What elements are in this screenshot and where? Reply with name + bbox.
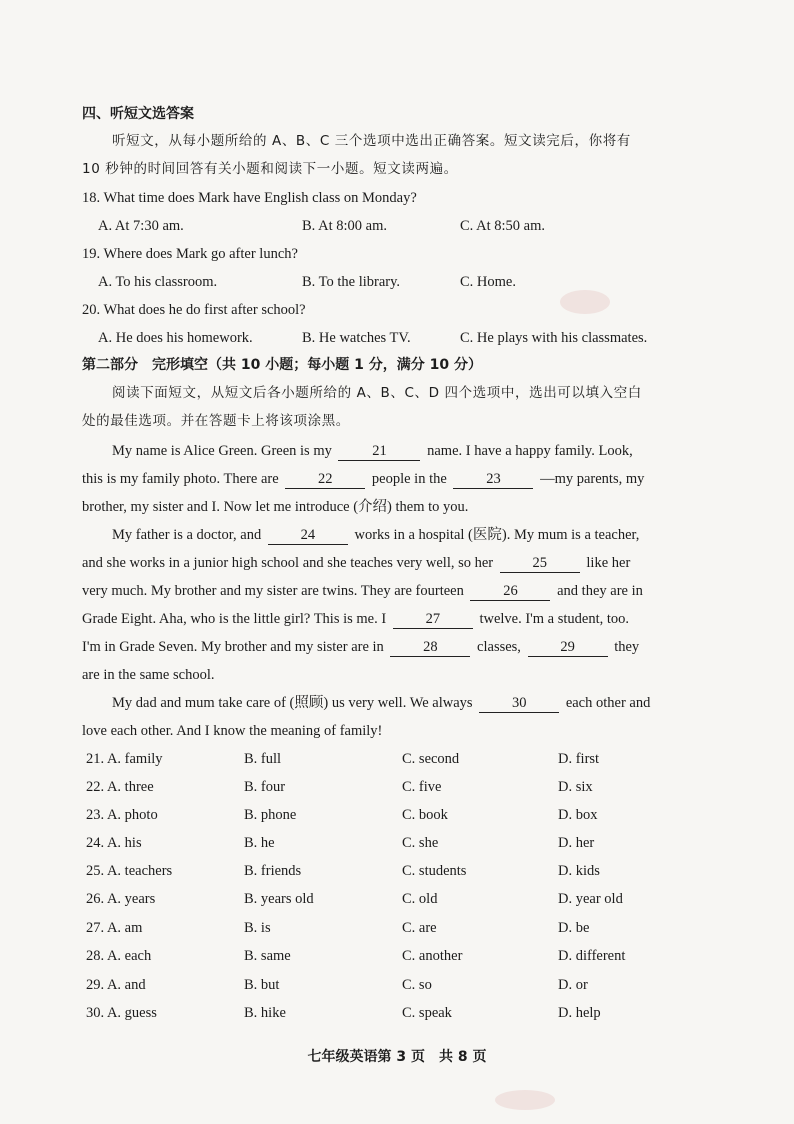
choice-b: B. years old [244, 891, 314, 907]
blank-26: 26 [470, 582, 550, 601]
choice-c: C. old [402, 891, 438, 907]
passage-text: twelve. I'm a student, too. [479, 611, 630, 627]
passage-text: I'm in Grade Seven. My brother and my sister are in [82, 639, 384, 655]
choice-row-30 [86, 1003, 726, 1023]
choice-a: 23. A. photo [86, 807, 158, 823]
choice-row-22 [86, 777, 726, 797]
choice-a: 27. A. am [86, 920, 143, 936]
choice-row-23 [86, 805, 726, 825]
option-a: A. He does his homework. [98, 330, 253, 346]
passage-text: works in a hospital (医院). My mum is a teacher, [354, 527, 640, 543]
choice-row-29 [86, 975, 726, 995]
passage-line: love each other. And I know the meaning of family! [82, 723, 383, 739]
choice-c: C. she [402, 835, 439, 851]
section-instruction: 10 秒钟的时间回答有关小题和阅读下一小题。短文读两遍。 [82, 161, 458, 177]
choice-a: 21. A. family [86, 751, 163, 767]
passage-text: they [614, 639, 640, 655]
passage-line [82, 609, 629, 629]
choice-a: 25. A. teachers [86, 863, 173, 879]
choice-b: B. is [244, 920, 271, 936]
passage-text: and she works in a junior high school and she teaches very well, so her [82, 555, 494, 571]
blank-25: 25 [500, 554, 580, 573]
passage-line [82, 469, 644, 489]
passage-text: and they are in [557, 583, 643, 599]
blank-23: 23 [453, 470, 533, 489]
passage-text: My dad and mum take care of (照顾) us very well. We always [112, 695, 473, 711]
choice-c: C. book [402, 807, 448, 823]
passage-line [112, 441, 633, 461]
choice-c: C. five [402, 779, 442, 795]
choice-c: C. another [402, 948, 463, 964]
choice-d: D. be [558, 920, 590, 936]
passage-line [82, 581, 643, 601]
choice-d: D. help [558, 1005, 601, 1021]
choice-a: 28. A. each [86, 948, 152, 964]
choice-b: B. same [244, 948, 291, 964]
option-c: C. He plays with his classmates. [460, 330, 648, 346]
passage-line [82, 553, 630, 573]
choice-row-27 [86, 918, 726, 938]
passage-line: brother, my sister and I. Now let me introduce (介绍) them to you. [82, 499, 469, 515]
page-footer: 七年级英语第 3 页 共 8 页 [307, 1049, 487, 1065]
choice-b: B. hike [244, 1005, 286, 1021]
passage-line: are in the same school. [82, 667, 215, 683]
question-18: 18. What time does Mark have English class on Monday? [82, 190, 417, 206]
choice-d: D. year old [558, 891, 623, 907]
choice-b: B. but [244, 977, 280, 993]
choice-d: D. box [558, 807, 598, 823]
choice-d: D. six [558, 779, 593, 795]
choice-row-26 [86, 889, 726, 909]
blank-24: 24 [268, 526, 348, 545]
choice-b: B. four [244, 779, 286, 795]
option-a: A. To his classroom. [98, 274, 218, 290]
passage-text: people in the [371, 471, 447, 487]
choice-c: C. second [402, 751, 460, 767]
choice-row-25 [86, 861, 726, 881]
choice-d: D. kids [558, 863, 600, 879]
option-a: A. At 7:30 am. [98, 218, 184, 234]
choice-b: B. friends [244, 863, 302, 879]
stain-mark [495, 1090, 555, 1110]
choice-d: D. first [558, 751, 600, 767]
choice-a: 30. A. guess [86, 1005, 157, 1021]
option-c: C. Home. [460, 274, 516, 290]
choice-a: 24. A. his [86, 835, 142, 851]
choice-row-28 [86, 946, 726, 966]
passage-text: name. I have a happy family. Look, [427, 443, 633, 459]
choice-d: D. her [558, 835, 595, 851]
choice-c: C. speak [402, 1005, 452, 1021]
choice-c: C. are [402, 920, 437, 936]
blank-21: 21 [338, 442, 420, 461]
choice-row-24 [86, 833, 726, 853]
part-instruction: 阅读下面短文，从短文后各小题所给的 A、B、C、D 四个选项中，选出可以填入空白 [112, 385, 642, 401]
passage-text: My name is Alice Green. Green is my [112, 443, 332, 459]
choice-d: D. different [558, 948, 626, 964]
blank-28: 28 [390, 638, 470, 657]
choice-a: 26. A. years [86, 891, 156, 907]
choice-d: D. or [558, 977, 588, 993]
passage-text: classes, [477, 639, 521, 655]
passage-line [82, 637, 639, 657]
choice-b: B. he [244, 835, 275, 851]
choice-c: C. so [402, 977, 432, 993]
choice-row-21 [86, 749, 726, 769]
section-instruction: 听短文，从每小题所给的 A、B、C 三个选项中选出正确答案。短文读完后，你将有 [112, 133, 631, 149]
choice-b: B. full [244, 751, 282, 767]
blank-22: 22 [285, 470, 365, 489]
blank-30: 30 [479, 694, 559, 713]
passage-text: My father is a doctor, and [112, 527, 262, 543]
option-c: C. At 8:50 am. [460, 218, 545, 234]
question-19: 19. Where does Mark go after lunch? [82, 246, 298, 262]
choice-a: 22. A. three [86, 779, 154, 795]
passage-text: Grade Eight. Aha, who is the little girl? This is me. I [82, 611, 387, 627]
option-b: B. At 8:00 am. [302, 218, 387, 234]
stain-mark [560, 290, 610, 314]
passage-line [112, 693, 650, 713]
blank-27: 27 [393, 610, 473, 629]
option-b: B. To the library. [302, 274, 401, 290]
part-instruction: 处的最佳选项。并在答题卡上将该项涂黑。 [82, 413, 350, 429]
passage-text: each other and [565, 695, 651, 711]
passage-text: like her [586, 555, 631, 571]
blank-29: 29 [528, 638, 608, 657]
question-20: 20. What does he do first after school? [82, 302, 306, 318]
part-title: 第二部分 完形填空（共 10 小题；每小题 1 分，满分 10 分） [82, 357, 482, 373]
option-b: B. He watches TV. [302, 330, 411, 346]
choice-c: C. students [402, 863, 467, 879]
choice-b: B. phone [244, 807, 297, 823]
passage-text: —my parents, my [540, 471, 645, 487]
passage-text: this is my family photo. There are [82, 471, 279, 487]
choice-a: 29. A. and [86, 977, 146, 993]
section-title: 四、听短文选答案 [82, 106, 194, 122]
passage-text: very much. My brother and my sister are twins. They are fourteen [82, 583, 464, 599]
passage-line [112, 525, 639, 545]
